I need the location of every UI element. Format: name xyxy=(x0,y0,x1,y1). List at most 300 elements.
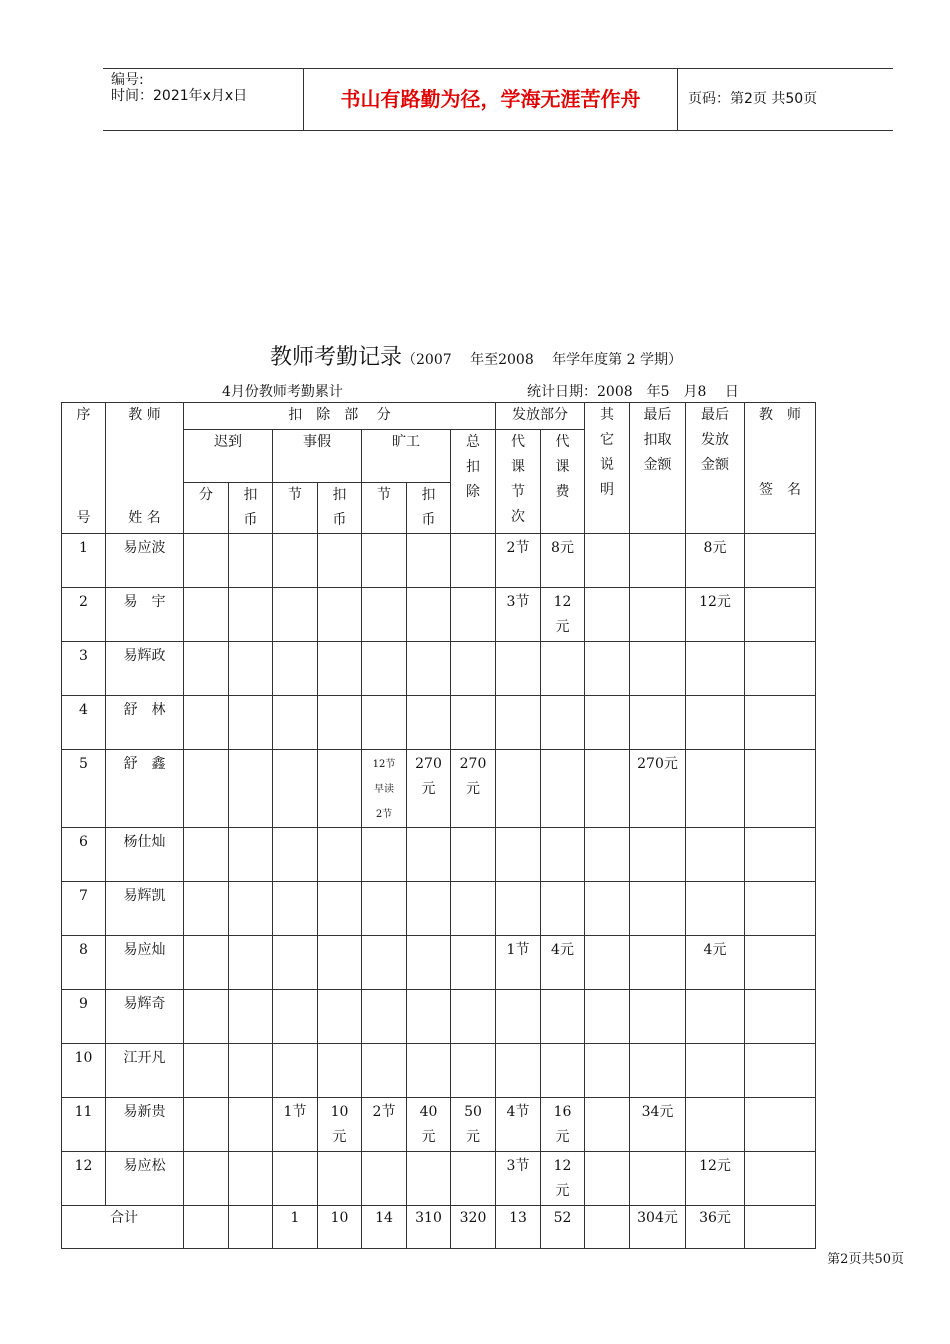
cell-sub-class-text xyxy=(504,642,532,644)
cell-sub-class xyxy=(496,1044,541,1098)
cell-other xyxy=(585,696,630,750)
cell-leave-coin-text xyxy=(326,750,354,752)
cell-seq: 2 xyxy=(62,588,106,642)
cell-sign xyxy=(745,1044,816,1098)
cell-final-deduct xyxy=(630,828,686,882)
cell-empty xyxy=(745,1206,816,1249)
cell-absent-n xyxy=(362,588,407,642)
cell-leave-n xyxy=(273,936,318,990)
cell-late-min xyxy=(184,1152,229,1206)
header-sign xyxy=(745,403,816,534)
cell-final-pay: 12元 xyxy=(686,588,745,642)
cell-absent-coin-text xyxy=(415,882,443,884)
cell-absent-coin-text xyxy=(415,1152,443,1154)
cell-total-deduct-text xyxy=(459,1152,487,1154)
cell-sub-fee xyxy=(541,828,585,882)
total-sub-fee: 52 xyxy=(541,1206,585,1249)
cell-final-deduct xyxy=(630,588,686,642)
cell-late-coin xyxy=(229,936,273,990)
total-deduct: 320 xyxy=(451,1206,496,1249)
cell-final-deduct xyxy=(630,534,686,588)
header-final-deduct xyxy=(630,403,686,534)
cell-seq: 10 xyxy=(62,1044,106,1098)
cell-sub-class xyxy=(496,696,541,750)
cell-sub-fee-text xyxy=(549,990,577,992)
cell-absent-coin xyxy=(407,642,451,696)
header-coin-late-text: 扣币 xyxy=(243,487,258,528)
cell-absent-coin xyxy=(407,588,451,642)
total-leave-n: 1 xyxy=(273,1206,318,1249)
cell-absent-coin xyxy=(407,750,451,828)
cell-final-pay xyxy=(686,750,745,828)
cell-leave-n xyxy=(273,1152,318,1206)
cell-total-deduct xyxy=(451,750,496,828)
cell-sign xyxy=(745,750,816,828)
cell-absent-n xyxy=(362,642,407,696)
cell-total-deduct-text xyxy=(459,696,487,698)
cell-total-deduct xyxy=(451,696,496,750)
cell-leave-n-text xyxy=(281,1152,309,1154)
header-slogan: 书山有路勤为径，学海无涯苦作舟 xyxy=(304,69,678,130)
cell-leave-coin xyxy=(318,828,362,882)
cell-leave-coin-text xyxy=(326,696,354,698)
cell-leave-n-text xyxy=(281,882,309,884)
cell-absent-coin-text xyxy=(415,588,443,590)
cell-sub-fee xyxy=(541,642,585,696)
cell-name: 舒 鑫 xyxy=(106,750,184,828)
cell-seq: 5 xyxy=(62,750,106,828)
cell-leave-coin-text xyxy=(326,882,354,884)
cell-seq: 9 xyxy=(62,990,106,1044)
cell-other xyxy=(585,588,630,642)
cell-final-pay xyxy=(686,990,745,1044)
cell-absent-coin xyxy=(407,696,451,750)
title-main: 教师考勤记录 xyxy=(270,345,403,370)
header-sign-top: 教 师 xyxy=(759,407,801,423)
cell-sub-class xyxy=(496,588,541,642)
cell-total-deduct xyxy=(451,936,496,990)
cell-total-deduct-text xyxy=(459,642,487,644)
cell-other xyxy=(585,750,630,828)
total-absent-c: 310 xyxy=(407,1206,451,1249)
cell-absent-coin xyxy=(407,882,451,936)
cell-name: 易新贵 xyxy=(106,1098,184,1152)
cell-sub-fee xyxy=(541,990,585,1044)
cell-late-min xyxy=(184,1044,229,1098)
cell-seq: 3 xyxy=(62,642,106,696)
cell-leave-n-text xyxy=(281,642,309,644)
cell-absent-n xyxy=(362,1152,407,1206)
header-seq-bottom: 号 xyxy=(76,510,91,526)
cell-total-deduct-text xyxy=(459,990,487,992)
cell-other xyxy=(585,882,630,936)
header-section-leave: 节 xyxy=(273,483,318,534)
total-absent-n: 14 xyxy=(362,1206,407,1249)
cell-final-pay: 12元 xyxy=(686,1152,745,1206)
cell-seq: 7 xyxy=(62,882,106,936)
cell-name: 杨仕灿 xyxy=(106,828,184,882)
cell-sign xyxy=(745,936,816,990)
cell-sub-fee xyxy=(541,1044,585,1098)
cell-seq: 8 xyxy=(62,936,106,990)
cell-sub-fee-text xyxy=(549,750,577,752)
cell-leave-coin xyxy=(318,588,362,642)
total-leave-c: 10 xyxy=(318,1206,362,1249)
attendance-table xyxy=(61,402,816,1249)
cell-sub-fee-text: 12元 xyxy=(553,594,572,635)
document-title xyxy=(270,340,682,371)
header-teacher-top: 教 师 xyxy=(128,407,161,423)
cell-other xyxy=(585,990,630,1044)
cell-absent-coin xyxy=(407,1152,451,1206)
cell-final-deduct: 34元 xyxy=(630,1098,686,1152)
cell-final-deduct xyxy=(630,882,686,936)
table-row xyxy=(62,588,816,642)
table-row xyxy=(62,1152,816,1206)
cell-sub-fee-text xyxy=(549,828,577,830)
cell-leave-n xyxy=(273,588,318,642)
cell-total-deduct-text xyxy=(459,1044,487,1046)
cell-sub-class xyxy=(496,990,541,1044)
cell-total-deduct xyxy=(451,990,496,1044)
cell-absent-n xyxy=(362,750,407,828)
cell-sign xyxy=(745,534,816,588)
cell-late-min xyxy=(184,534,229,588)
cell-sub-fee xyxy=(541,936,585,990)
cell-absent-n-text xyxy=(370,642,398,644)
cell-leave-coin xyxy=(318,696,362,750)
cell-leave-coin xyxy=(318,936,362,990)
header-final-pay xyxy=(686,403,745,534)
cell-late-min xyxy=(184,882,229,936)
total-label: 合计 xyxy=(62,1206,184,1249)
cell-absent-n xyxy=(362,936,407,990)
cell-sub-class-text: 2节 xyxy=(506,540,530,556)
table-row xyxy=(62,750,816,828)
cell-late-min xyxy=(184,642,229,696)
header-sub-class xyxy=(496,430,541,534)
cell-absent-n-text: 2节 xyxy=(372,1104,396,1120)
cell-sub-class xyxy=(496,534,541,588)
cell-sub-fee-text xyxy=(549,882,577,884)
cell-other xyxy=(585,936,630,990)
cell-sub-class-text: 4节 xyxy=(506,1104,530,1120)
cell-sub-class xyxy=(496,750,541,828)
cell-name: 舒 林 xyxy=(106,696,184,750)
cell-name: 易辉凯 xyxy=(106,882,184,936)
header-sign-bottom: 签 名 xyxy=(759,482,801,498)
cell-late-min xyxy=(184,696,229,750)
cell-late-coin xyxy=(229,534,273,588)
cell-absent-coin-text: 40元 xyxy=(419,1104,438,1145)
cell-sub-class xyxy=(496,936,541,990)
table-row xyxy=(62,882,816,936)
cell-absent-coin-text xyxy=(415,696,443,698)
header-coin-leave-text: 扣币 xyxy=(332,487,347,528)
cell-sub-fee-text xyxy=(549,1044,577,1046)
cell-total-deduct xyxy=(451,642,496,696)
cell-total-deduct-text: 50元 xyxy=(464,1104,482,1145)
cell-leave-coin-text xyxy=(326,1152,354,1154)
cell-other xyxy=(585,1152,630,1206)
cell-leave-coin xyxy=(318,750,362,828)
cell-leave-coin-text xyxy=(326,828,354,830)
cell-late-coin xyxy=(229,696,273,750)
cell-leave-coin-text: 10元 xyxy=(330,1104,349,1145)
cell-absent-coin-text: 270元 xyxy=(415,756,442,797)
cell-name: 江开凡 xyxy=(106,1044,184,1098)
cell-absent-coin xyxy=(407,1098,451,1152)
cell-late-coin xyxy=(229,1152,273,1206)
cell-absent-n-text xyxy=(370,990,398,992)
cell-sign xyxy=(745,882,816,936)
header-deduct: 扣 除 部 分 xyxy=(184,403,496,430)
cell-absent-coin-text xyxy=(415,1044,443,1046)
cell-name: 易辉政 xyxy=(106,642,184,696)
cell-total-deduct xyxy=(451,882,496,936)
cell-seq: 11 xyxy=(62,1098,106,1152)
cell-leave-n-text xyxy=(281,750,309,752)
cell-name: 易 宇 xyxy=(106,588,184,642)
cell-sub-fee-text: 12元 xyxy=(553,1158,572,1199)
cell-leave-n xyxy=(273,1044,318,1098)
table-row xyxy=(62,828,816,882)
header-teacher xyxy=(106,403,184,534)
cell-leave-n xyxy=(273,642,318,696)
cell-leave-n xyxy=(273,696,318,750)
cell-absent-n-text xyxy=(370,588,398,590)
header-min: 分 xyxy=(184,483,229,534)
cell-other xyxy=(585,828,630,882)
header-sub-class-text: 代课节次 xyxy=(511,434,525,525)
cell-late-coin xyxy=(229,642,273,696)
table-row xyxy=(62,534,816,588)
cell-late-min xyxy=(184,1098,229,1152)
cell-leave-coin xyxy=(318,1098,362,1152)
cell-absent-coin-text xyxy=(415,642,443,644)
cell-sub-class-text xyxy=(504,1044,532,1046)
cell-total-deduct xyxy=(451,534,496,588)
cell-sub-class-text xyxy=(504,696,532,698)
cell-sub-fee xyxy=(541,882,585,936)
cell-other xyxy=(585,1044,630,1098)
cell-empty xyxy=(184,1206,229,1249)
cell-leave-coin-text xyxy=(326,642,354,644)
cell-sub-class-text xyxy=(504,882,532,884)
cell-name: 易应灿 xyxy=(106,936,184,990)
title-paren: （2007 年至2008 年学年度第 2 学期） xyxy=(402,352,682,368)
header-seq xyxy=(62,403,106,534)
cell-absent-coin-text xyxy=(415,990,443,992)
cell-leave-n xyxy=(273,750,318,828)
cell-leave-n xyxy=(273,882,318,936)
cell-late-coin xyxy=(229,990,273,1044)
cell-absent-coin xyxy=(407,990,451,1044)
cell-total-deduct xyxy=(451,828,496,882)
cell-sub-class xyxy=(496,1098,541,1152)
cell-final-deduct xyxy=(630,1152,686,1206)
total-sub-n: 13 xyxy=(496,1206,541,1249)
header-total-deduct xyxy=(451,430,496,534)
cell-leave-coin xyxy=(318,882,362,936)
cell-absent-n xyxy=(362,696,407,750)
cell-late-min xyxy=(184,588,229,642)
cell-absent-coin xyxy=(407,534,451,588)
time-label: 时间：2021年x月x日 xyxy=(111,88,248,104)
cell-leave-coin-text xyxy=(326,936,354,938)
header-final-deduct-text: 最后扣取金额 xyxy=(643,407,672,473)
cell-leave-coin-text xyxy=(326,990,354,992)
header-sub-fee xyxy=(541,430,585,534)
cell-late-coin xyxy=(229,1044,273,1098)
cell-sign xyxy=(745,588,816,642)
cell-sub-class-text xyxy=(504,990,532,992)
cell-sub-class-text: 3节 xyxy=(506,1158,530,1174)
cell-leave-n-text xyxy=(281,588,309,590)
cell-seq: 1 xyxy=(62,534,106,588)
cell-name: 易辉奇 xyxy=(106,990,184,1044)
header-absent: 旷工 xyxy=(362,430,451,483)
cell-final-pay xyxy=(686,828,745,882)
cell-sub-fee xyxy=(541,534,585,588)
cell-leave-n xyxy=(273,828,318,882)
cell-leave-coin xyxy=(318,1152,362,1206)
cell-leave-n-text: 1节 xyxy=(283,1104,307,1120)
total-final-deduct: 304元 xyxy=(630,1206,686,1249)
cell-total-deduct-text xyxy=(459,828,487,830)
cell-leave-coin xyxy=(318,534,362,588)
cell-sub-fee-text: 8元 xyxy=(551,540,574,556)
table-row xyxy=(62,696,816,750)
table-row xyxy=(62,990,816,1044)
cell-sub-class xyxy=(496,1152,541,1206)
cell-absent-n-text xyxy=(370,882,398,884)
header-seq-top: 序 xyxy=(76,407,91,423)
header-coin-absent xyxy=(407,483,451,534)
cell-sign xyxy=(745,1098,816,1152)
header-sub-fee-text: 代课费 xyxy=(555,434,570,500)
cell-leave-n-text xyxy=(281,696,309,698)
cell-sub-fee-text: 16元 xyxy=(553,1104,572,1145)
cell-sub-fee xyxy=(541,696,585,750)
cell-absent-n xyxy=(362,990,407,1044)
cell-total-deduct xyxy=(451,1098,496,1152)
cell-total-deduct-text xyxy=(459,936,487,938)
cell-empty xyxy=(585,1206,630,1249)
cell-sub-fee xyxy=(541,1098,585,1152)
cell-sign xyxy=(745,642,816,696)
cell-late-coin xyxy=(229,882,273,936)
cell-sub-class xyxy=(496,882,541,936)
table-row xyxy=(62,1044,816,1098)
header-payout: 发放部分 xyxy=(496,403,585,430)
table-row xyxy=(62,1098,816,1152)
total-final-pay: 36元 xyxy=(686,1206,745,1249)
cell-leave-n xyxy=(273,1098,318,1152)
cell-sub-class-text: 3节 xyxy=(506,594,530,610)
cell-leave-n-text xyxy=(281,1044,309,1046)
cell-leave-coin xyxy=(318,1044,362,1098)
cell-sub-fee xyxy=(541,1152,585,1206)
header-teacher-bottom: 姓 名 xyxy=(128,510,161,526)
header-coin-absent-text: 扣币 xyxy=(421,487,436,528)
header-total-deduct-text: 总扣除 xyxy=(466,434,480,500)
cell-late-coin xyxy=(229,750,273,828)
table-row xyxy=(62,642,816,696)
cell-leave-n-text xyxy=(281,534,309,536)
cell-absent-coin-text xyxy=(415,828,443,830)
cell-total-deduct xyxy=(451,1152,496,1206)
cell-final-pay: 8元 xyxy=(686,534,745,588)
cell-leave-coin-text xyxy=(326,588,354,590)
cell-final-pay: 4元 xyxy=(686,936,745,990)
cell-absent-n xyxy=(362,1044,407,1098)
cell-sub-class xyxy=(496,828,541,882)
header-other-text: 其它说明 xyxy=(600,407,614,498)
cell-absent-n-text xyxy=(370,534,398,536)
cell-late-min xyxy=(184,828,229,882)
cell-late-coin xyxy=(229,588,273,642)
cell-sign xyxy=(745,696,816,750)
subtitle-right: 统计日期：2008 年5 月8 日 xyxy=(527,384,739,400)
cell-leave-n xyxy=(273,534,318,588)
cell-total-deduct-text xyxy=(459,588,487,590)
header-coin-late xyxy=(229,483,273,534)
cell-final-pay xyxy=(686,1098,745,1152)
cell-sub-fee-text: 4元 xyxy=(551,942,574,958)
cell-sub-class-text xyxy=(504,828,532,830)
cell-final-pay xyxy=(686,642,745,696)
cell-late-min xyxy=(184,936,229,990)
footer-page: 第2页共50页 xyxy=(827,1252,904,1267)
header-other xyxy=(585,403,630,534)
cell-sub-class-text xyxy=(504,750,532,752)
cell-final-deduct xyxy=(630,990,686,1044)
cell-leave-n xyxy=(273,990,318,1044)
serial-label: 编号: xyxy=(111,72,144,88)
cell-late-coin xyxy=(229,828,273,882)
cell-absent-n xyxy=(362,828,407,882)
cell-leave-coin-text xyxy=(326,534,354,536)
cell-other xyxy=(585,642,630,696)
cell-absent-n xyxy=(362,1098,407,1152)
total-row xyxy=(62,1206,816,1249)
cell-empty xyxy=(229,1206,273,1249)
cell-name: 易应波 xyxy=(106,534,184,588)
cell-absent-coin xyxy=(407,1044,451,1098)
cell-late-min xyxy=(184,750,229,828)
page-header xyxy=(103,68,893,131)
cell-leave-n-text xyxy=(281,990,309,992)
cell-absent-n-text xyxy=(370,828,398,830)
cell-late-coin xyxy=(229,1098,273,1152)
cell-leave-coin xyxy=(318,990,362,1044)
cell-absent-coin-text xyxy=(415,936,443,938)
cell-seq: 6 xyxy=(62,828,106,882)
cell-late-min xyxy=(184,990,229,1044)
cell-sign xyxy=(745,828,816,882)
cell-absent-n-text xyxy=(370,936,398,938)
header-page-label: 页码：第2页 共50页 xyxy=(688,91,818,107)
subtitle-left: 4月份教师考勤累计 xyxy=(222,384,343,400)
cell-other xyxy=(585,534,630,588)
table-row xyxy=(62,936,816,990)
cell-final-deduct xyxy=(630,642,686,696)
cell-final-pay xyxy=(686,696,745,750)
cell-seq: 4 xyxy=(62,696,106,750)
cell-final-deduct xyxy=(630,936,686,990)
cell-sign xyxy=(745,990,816,1044)
